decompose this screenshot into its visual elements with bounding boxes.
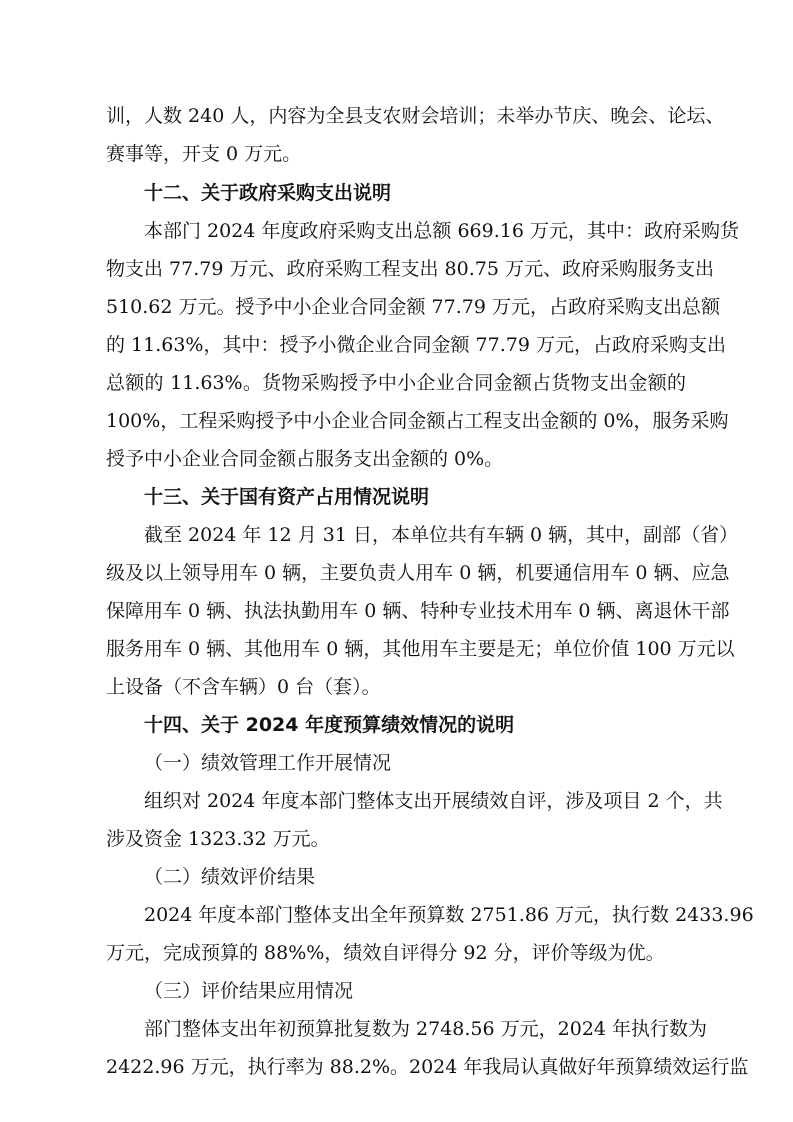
paragraph-line: 截至 2024 年 12 月 31 日，本单位共有车辆 0 辆，其中，副部（省） [144, 524, 739, 546]
paragraph-line: 服务用车 0 辆、其他用车 0 辆，其他用车主要是无；单位价值 100 万元以 [106, 638, 735, 660]
paragraph-line: 的 11.63%，其中：授予小微企业合同金额 77.79 万元，占政府采购支出 [106, 334, 726, 356]
paragraph-line: 100%，工程采购授予中小企业合同金额占工程支出金额的 0%，服务采购 [106, 410, 729, 432]
paragraph-line: 510.62 万元。授予中小企业合同金额 77.79 万元，占政府采购支出总额 [106, 296, 720, 318]
paragraph-line: 上设备（不含车辆）0 台（套）。 [106, 676, 381, 698]
paragraph-line: 赛事等，开支 0 万元。 [106, 143, 302, 165]
paragraph-line: 保障用车 0 辆、执法执勤用车 0 辆、特种专业技术用车 0 辆、离退休干部 [106, 600, 730, 622]
paragraph-line: 2024 年度本部门整体支出全年预算数 2751.86 万元，执行数 2433.96 [144, 904, 754, 926]
section-heading-14: 十四、关于 2024 年度预算绩效情况的说明 [144, 714, 515, 736]
paragraph-line: 组织对 2024 年度本部门整体支出开展绩效自评，涉及项目 2 个，共 [144, 790, 723, 812]
section-heading-13: 十三、关于国有资产占用情况说明 [144, 486, 430, 508]
paragraph-line: 授予中小企业合同金额占服务支出金额的 0%。 [106, 448, 504, 470]
subsection-heading-3: （三）评价结果应用情况 [144, 980, 354, 1002]
paragraph-line: 物支出 77.79 万元、政府采购工程支出 80.75 万元、政府采购服务支出 [106, 258, 714, 280]
paragraph-line: 训，人数 240 人，内容为全县支农财会培训；未举办节庆、晚会、论坛、 [106, 105, 725, 127]
paragraph-line: 总额的 11.63%。货物采购授予中小企业合同金额占货物支出金额的 [106, 372, 686, 394]
paragraph-line: 本部门 2024 年度政府采购支出总额 669.16 万元，其中：政府采购货 [144, 220, 739, 242]
section-heading-12: 十二、关于政府采购支出说明 [144, 182, 392, 204]
paragraph-line: 涉及资金 1323.32 万元。 [106, 828, 330, 850]
subsection-heading-2: （二）绩效评价结果 [144, 866, 316, 888]
subsection-heading-1: （一）绩效管理工作开展情况 [144, 752, 392, 774]
paragraph-line: 部门整体支出年初预算批复数为 2748.56 万元，2024 年执行数为 [144, 1018, 708, 1040]
paragraph-line: 万元，完成预算的 88%%，绩效自评得分 92 分，评价等级为优。 [106, 942, 665, 964]
paragraph-line: 2422.96 万元，执行率为 88.2%。2024 年我局认真做好年预算绩效运行监 [106, 1056, 749, 1078]
paragraph-line: 级及以上领导用车 0 辆，主要负责人用车 0 辆，机要通信用车 0 辆、应急 [106, 562, 730, 584]
